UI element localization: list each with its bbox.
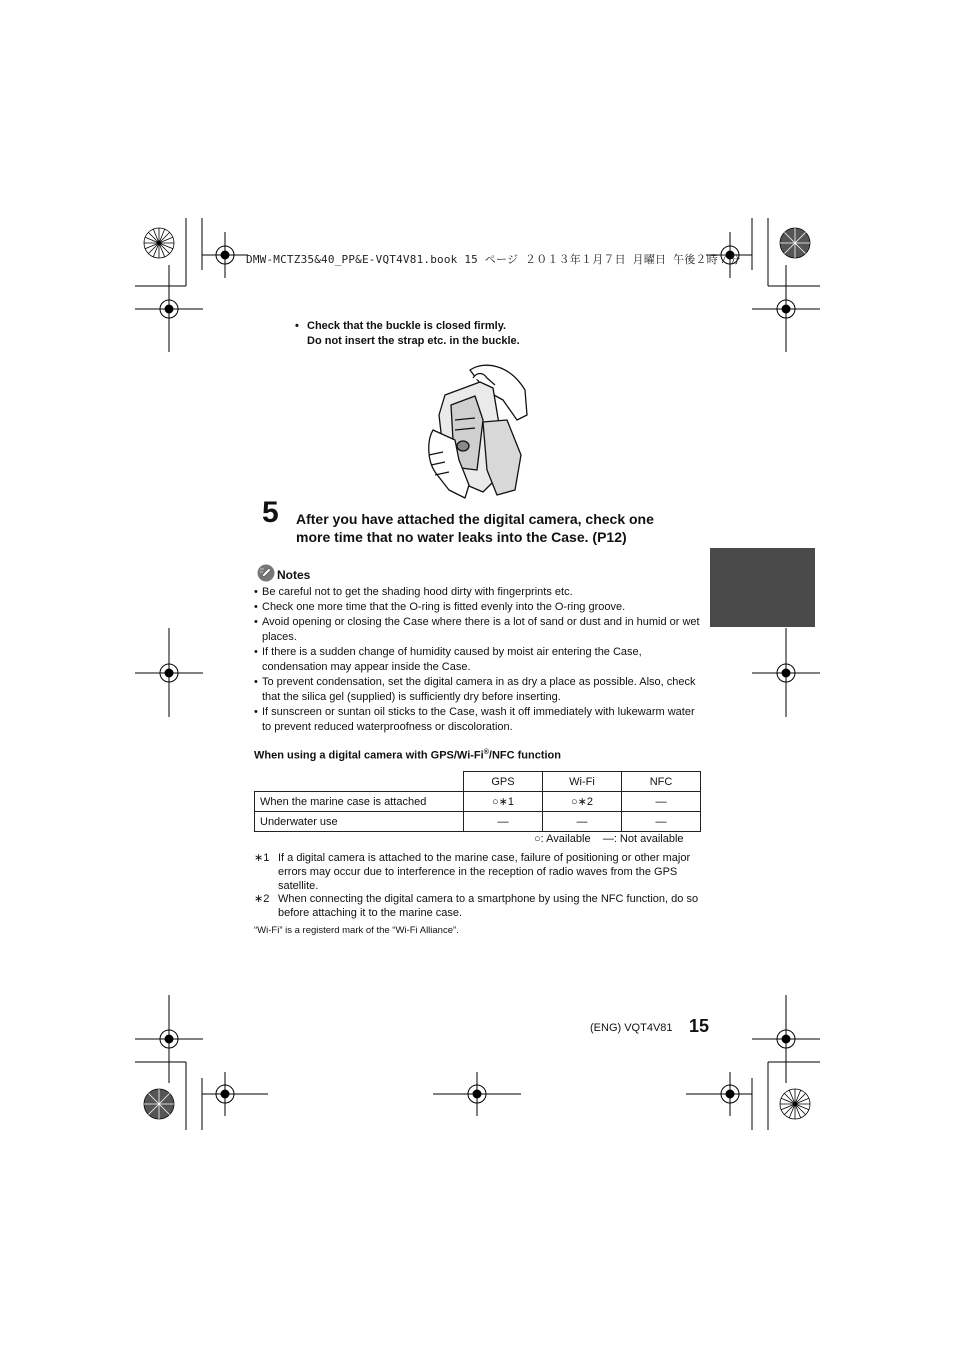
print-header-line: DMW-MCTZ35&40_PP&E-VQT4V81.book 15 ページ ２０１３年１月７日 月曜日 午後２時７分: [246, 253, 741, 266]
check-buckle-line2: Do not insert the strap etc. in the buckle.: [307, 335, 520, 347]
table-cell: —: [464, 812, 543, 832]
notes-title: Notes: [277, 568, 311, 582]
note-item: • Check one more time that the O-ring is fitted evenly into the O-ring groove.: [254, 600, 704, 615]
check-buckle-line1: Check that the buckle is closed firmly.: [307, 320, 507, 332]
section-side-tab: [710, 548, 815, 627]
column-header: NFC: [622, 772, 701, 792]
check-buckle-bullet: • Check that the buckle is closed firmly. Do not insert the strap etc. in the buckle.: [295, 320, 520, 347]
note-item: • Be careful not to get the shading hood dirty with fingerprints etc.: [254, 585, 704, 600]
note-item: • If sunscreen or suntan oil sticks to the Case, wash it off immediately with lukewarm water to prevent reduced waterproofness or discoloration.: [254, 705, 704, 735]
table-cell: —: [622, 812, 701, 832]
note-item: • If there is a sudden change of humidity caused by moist air entering the Case, condensation may appear inside the Case.: [254, 645, 704, 675]
column-header: Wi-Fi: [543, 772, 622, 792]
notes-pencil-icon: [257, 564, 275, 582]
function-availability-table: [254, 771, 701, 832]
row-label: Underwater use: [255, 812, 464, 832]
footer-model-code: (ENG) VQT4V81: [590, 1022, 673, 1034]
table-row: [255, 812, 701, 832]
table-legend: ○: Available —: Not available: [534, 833, 684, 845]
step-instruction: [296, 510, 706, 546]
registered-mark: ®: [483, 749, 489, 756]
table-cell: —: [543, 812, 622, 832]
step-number: 5: [262, 496, 279, 529]
column-header: GPS: [464, 772, 543, 792]
footnote-mark: ∗2: [254, 893, 270, 905]
gps-section-heading: When using a digital camera with GPS/Wi-Fi®/NFC function: [254, 749, 561, 762]
footnote-mark: ∗1: [254, 852, 270, 864]
footnote-text: When connecting the digital camera to a smartphone by using the NFC function, do so before attaching it to the marine case.: [278, 893, 699, 919]
table-cell: —: [622, 792, 701, 812]
row-label: When the marine case is attached: [255, 792, 464, 812]
footnote-2: [254, 892, 704, 920]
trademark-note: “Wi-Fi” is a registerd mark of the “Wi-Fi Alliance”.: [254, 925, 459, 936]
notes-list: [254, 585, 704, 735]
page-number: 15: [689, 1016, 710, 1036]
footnote-text: If a digital camera is attached to the marine case, failure of positioning or other major errors may occur due to interference in the reception of radio waves from the GPS satellite.: [278, 852, 691, 892]
footnote-1: [254, 851, 704, 893]
step-line2: more time that no water leaks into the Case. (P12): [296, 529, 627, 545]
buckle-check-illustration: [425, 360, 535, 500]
table-header-row: [255, 772, 701, 792]
step-line1: After you have attached the digital camera, check one: [296, 511, 654, 527]
note-item: • Avoid opening or closing the Case where there is a lot of sand or dust and in humid or wet places.: [254, 615, 704, 645]
table-row: [255, 792, 701, 812]
note-item: • To prevent condensation, set the digital camera in as dry a place as possible. Also, check that the silica gel (supplied) is sufficiently dry before inserting.: [254, 675, 704, 705]
table-cell: ○∗1: [464, 792, 543, 812]
table-cell: ○∗2: [543, 792, 622, 812]
